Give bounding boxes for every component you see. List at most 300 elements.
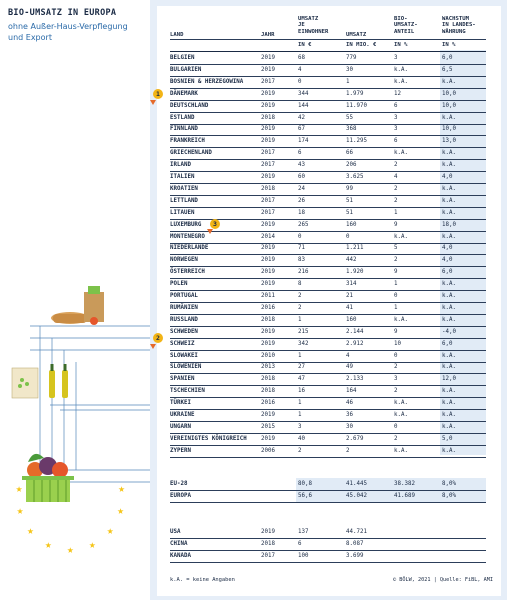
paper-bag-icon <box>84 286 104 325</box>
table-row <box>170 527 486 539</box>
cell-land: UNGARN <box>170 423 191 430</box>
cell-wachstum: k.A. <box>442 185 456 192</box>
col-header-bio <box>394 16 418 35</box>
cell-jahr: 2019 <box>261 257 275 264</box>
cell-wachstum: k.A. <box>442 364 456 371</box>
cell-land: SCHWEDEN <box>170 328 198 335</box>
col-header-umsatz-je <box>298 16 328 35</box>
cell-umsatz: 41 <box>346 304 353 311</box>
table-row <box>170 113 486 125</box>
cell-wachstum: 4,0 <box>442 257 453 264</box>
cell-umsatz-je: 27 <box>298 364 305 371</box>
cell-bio: 2 <box>394 388 398 395</box>
cell-umsatz-je: 43 <box>298 162 305 169</box>
table-row <box>170 315 486 327</box>
cell-jahr: 2018 <box>261 541 275 547</box>
eu-star-icon: ★ <box>27 524 34 538</box>
cell-bio: 6 <box>394 138 398 145</box>
cell-umsatz: 1 <box>346 78 350 85</box>
cell-jahr: 2010 <box>261 352 275 359</box>
cell-umsatz: 44.721 <box>346 529 367 535</box>
cell-umsatz-je: 2 <box>298 293 302 299</box>
cell-umsatz-je: 3 <box>298 423 302 430</box>
cell-wachstum: -4,0 <box>442 328 456 335</box>
unit-wachstum: IN % <box>442 42 456 48</box>
table-row <box>170 196 486 208</box>
cell-land: DÄNEMARK <box>170 90 198 97</box>
cell-umsatz: 11.295 <box>346 138 367 145</box>
cell-jahr: 2006 <box>261 447 275 454</box>
cell-jahr: 2019 <box>261 328 275 335</box>
cell-umsatz-je: 83 <box>298 257 305 264</box>
unit-bio: IN % <box>394 42 408 48</box>
cell-jahr: 2017 <box>261 150 275 157</box>
cell-wachstum: 6,5 <box>442 66 453 73</box>
cell-wachstum: k.A. <box>442 281 456 288</box>
table-row <box>170 160 486 172</box>
table-row <box>170 434 486 446</box>
cell-umsatz: 0 <box>346 233 350 240</box>
cell-land: KANADA <box>170 553 191 559</box>
cell-wachstum: k.A. <box>442 78 456 85</box>
cell-bio: 2 <box>394 197 398 204</box>
badge-3-ribbon <box>207 229 213 234</box>
cell-jahr: 2019 <box>261 221 275 228</box>
unit-umsatz: IN MIO. € <box>346 42 377 48</box>
cell-umsatz-je: 60 <box>298 174 305 180</box>
cell-umsatz-je: 26 <box>298 197 305 204</box>
cell-umsatz: 3.625 <box>346 174 364 180</box>
table-row <box>170 303 486 315</box>
cell-wachstum: k.A. <box>442 150 456 157</box>
table-row <box>170 184 486 196</box>
cell-land: DEUTSCHLAND <box>170 102 209 109</box>
badge-1-ribbon <box>150 100 156 105</box>
subtitle-line-1: ohne Außer-Haus-Verpflegung <box>8 22 128 31</box>
cell-bio: 5 <box>394 245 398 252</box>
cell-jahr: 2019 <box>261 102 275 109</box>
cell-umsatz-je: 265 <box>298 221 309 228</box>
cell-umsatz-je: 2 <box>298 304 302 311</box>
cell-umsatz: 314 <box>346 281 357 288</box>
cell-land: SLOWAKEI <box>170 352 198 359</box>
cell-land: ITALIEN <box>170 174 195 180</box>
cell-umsatz: 66 <box>346 150 353 157</box>
col-header-wachstum-2: IN LANDES- <box>442 22 476 29</box>
cell-bio: 3 <box>394 55 398 61</box>
cell-wachstum: 4,0 <box>442 174 453 180</box>
cell-umsatz-je: 344 <box>298 90 309 97</box>
cell-jahr: 2019 <box>261 138 275 145</box>
cell-umsatz-je: 137 <box>298 529 309 535</box>
rank-badge-2: 2 <box>153 333 163 343</box>
col-header-bio-2: UMSATZ- <box>394 22 418 29</box>
cell-jahr: 2019 <box>261 412 275 418</box>
cell-umsatz-je: 100 <box>298 553 309 559</box>
cell-umsatz: 2.144 <box>346 328 364 335</box>
cell-bio: 1 <box>394 281 398 288</box>
cereal-box-icon <box>12 368 38 398</box>
cell-bio: 2 <box>394 364 398 371</box>
cell-wachstum: 6,0 <box>442 340 453 347</box>
table-row <box>170 89 486 101</box>
cell-umsatz-je: 0 <box>298 233 302 240</box>
cell-bio: 1 <box>394 304 398 311</box>
cell-umsatz: 51 <box>346 197 353 204</box>
cell-land: PORTUGAL <box>170 293 198 299</box>
table-row <box>170 539 486 551</box>
cell-land: ZYPERN <box>170 447 191 454</box>
cell-land: SCHWEIZ <box>170 340 195 347</box>
cell-umsatz-je: 215 <box>298 328 309 335</box>
unit-umsatz-je: IN € <box>298 42 312 48</box>
cell-jahr: 2015 <box>261 423 275 430</box>
cell-bio: 10 <box>394 340 401 347</box>
cell-wachstum: k.A. <box>442 447 456 454</box>
cell-umsatz: 45.042 <box>346 493 367 499</box>
eu-star-icon: ★ <box>88 538 96 552</box>
eu-star-icon: ★ <box>15 481 23 495</box>
cell-umsatz-je: 2 <box>298 447 302 454</box>
cell-umsatz: 41.445 <box>346 481 367 487</box>
rank-badge-3: 3 <box>210 219 220 229</box>
cell-umsatz-je: 174 <box>298 138 309 145</box>
cell-land: TÜRKEI <box>170 400 191 407</box>
cell-jahr: 2019 <box>261 245 275 252</box>
cell-wachstum: k.A. <box>442 293 456 299</box>
cell-umsatz-je: 216 <box>298 269 309 276</box>
col-header-land: LAND <box>170 32 184 38</box>
cell-jahr: 2019 <box>261 435 275 442</box>
cell-umsatz-je: 1 <box>298 316 302 323</box>
cell-bio: 2 <box>394 185 398 192</box>
cell-land: IRLAND <box>170 162 191 169</box>
cell-jahr: 2018 <box>261 376 275 383</box>
cell-wachstum: 18,0 <box>442 221 456 228</box>
cell-land: KROATIEN <box>170 185 198 192</box>
cell-jahr: 2019 <box>261 529 275 535</box>
cell-bio: 9 <box>394 328 398 335</box>
cell-jahr: 2019 <box>261 55 275 61</box>
cell-jahr: 2019 <box>261 66 275 73</box>
cell-umsatz-je: 4 <box>298 66 302 73</box>
table-row <box>170 124 486 136</box>
cell-wachstum: k.A. <box>442 114 456 121</box>
cell-land: SPANIEN <box>170 376 195 383</box>
cell-bio: 3 <box>394 114 398 121</box>
cell-bio: k.A. <box>394 150 408 157</box>
cell-umsatz: 51 <box>346 209 353 216</box>
cell-umsatz: 30 <box>346 66 353 73</box>
cell-wachstum: 5,0 <box>442 435 453 442</box>
col-header-umsatz-je-3: EINWOHNER <box>298 28 329 35</box>
cell-umsatz: 2.679 <box>346 435 364 442</box>
table-row <box>170 410 486 422</box>
cell-land: USA <box>170 529 181 535</box>
table-row <box>170 53 486 65</box>
cell-umsatz-je: 18 <box>298 209 305 216</box>
table-row <box>170 446 486 458</box>
cell-land: POLEN <box>170 281 188 288</box>
cell-umsatz-je: 6 <box>298 541 302 547</box>
cell-jahr: 2014 <box>261 233 275 240</box>
cell-bio: 0 <box>394 423 398 430</box>
cell-bio: 2 <box>394 435 398 442</box>
table-row <box>170 101 486 113</box>
cell-umsatz: 1.979 <box>346 90 364 97</box>
col-header-bio-3: ANTEIL <box>394 28 415 35</box>
table-row <box>170 267 486 279</box>
table-row <box>170 551 486 563</box>
table-row <box>170 243 486 255</box>
source-note: © BÖLW, 2021 | Quelle: FiBL, AMI <box>393 577 493 583</box>
cell-umsatz-je: 8 <box>298 281 302 288</box>
cell-wachstum: k.A. <box>442 233 456 240</box>
subtitle-line-2: und Export <box>8 33 52 42</box>
rank-badge-1: 1 <box>153 89 163 99</box>
col-header-umsatz-je-1: UMSATZ <box>298 16 319 22</box>
table-row <box>170 232 486 244</box>
cell-umsatz-je: 24 <box>298 185 305 192</box>
cell-wachstum: k.A. <box>442 316 456 323</box>
cell-umsatz: 4 <box>346 352 350 359</box>
cell-bio: 38.382 <box>394 481 415 487</box>
badge-2-ribbon <box>150 344 156 349</box>
cell-bio: 3 <box>394 376 398 383</box>
cell-bio: 4 <box>394 174 398 180</box>
eu-star-icon: ★ <box>117 504 124 518</box>
table-row <box>170 136 486 148</box>
cell-umsatz: 1.211 <box>346 245 364 252</box>
col-header-bio-1: BIO- <box>394 16 408 22</box>
col-header-wachstum-3: WÄHRUNG <box>442 28 466 35</box>
cell-bio: k.A. <box>394 447 408 454</box>
table-row <box>170 172 486 184</box>
cell-jahr: 2018 <box>261 388 275 395</box>
cell-jahr: 2018 <box>261 316 275 323</box>
table-row <box>170 339 486 351</box>
cell-wachstum: k.A. <box>442 209 456 216</box>
cell-land: SLOWENIEN <box>170 364 202 371</box>
cell-wachstum: k.A. <box>442 400 456 407</box>
cell-land: RUMÄNIEN <box>170 304 198 311</box>
cell-bio: 9 <box>394 269 398 276</box>
cell-land: TSCHECHIEN <box>170 388 205 395</box>
cell-umsatz-je: 56,6 <box>298 493 312 499</box>
cell-jahr: 2018 <box>261 114 275 121</box>
cell-umsatz: 368 <box>346 126 357 133</box>
cell-umsatz: 3.699 <box>346 553 364 559</box>
footnote: k.A. = keine Angaben <box>170 577 235 583</box>
table-row <box>170 208 486 220</box>
cell-umsatz: 99 <box>346 185 353 192</box>
table-row <box>170 255 486 267</box>
cell-wachstum: 8,0% <box>442 481 456 487</box>
cell-umsatz: 46 <box>346 400 353 407</box>
cell-jahr: 2017 <box>261 209 275 216</box>
cell-bio: k.A. <box>394 412 408 418</box>
cell-jahr: 2017 <box>261 78 275 85</box>
cell-umsatz-je: 40 <box>298 435 305 442</box>
cell-land: ESTLAND <box>170 114 195 121</box>
page-title: BIO-UMSATZ IN EUROPA <box>8 8 117 18</box>
cell-land: RUSSLAND <box>170 316 198 323</box>
cell-umsatz: 206 <box>346 162 357 169</box>
cell-umsatz-je: 68 <box>298 55 305 61</box>
cell-jahr: 2011 <box>261 293 275 299</box>
table-row <box>170 386 486 398</box>
cell-wachstum: 6,0 <box>442 55 453 61</box>
cell-land: EU-28 <box>170 481 188 487</box>
cell-jahr: 2016 <box>261 304 275 311</box>
cell-wachstum: k.A. <box>442 423 456 430</box>
cell-land: BELGIEN <box>170 55 195 61</box>
cell-bio: k.A. <box>394 400 408 407</box>
eu-star-icon: ★ <box>16 504 24 518</box>
cell-bio: 9 <box>394 221 398 228</box>
cell-jahr: 2019 <box>261 174 275 180</box>
cell-umsatz-je: 47 <box>298 376 305 383</box>
cell-wachstum: 10,0 <box>442 102 456 109</box>
table-row <box>170 422 486 434</box>
cell-bio: 0 <box>394 352 398 359</box>
cell-land: FINNLAND <box>170 126 198 133</box>
cell-bio: 0 <box>394 293 398 299</box>
cell-umsatz: 2.133 <box>346 376 364 383</box>
cell-umsatz-je: 42 <box>298 114 305 121</box>
cell-land: FRANKREICH <box>170 138 205 145</box>
eu-star-icon: ★ <box>45 538 52 552</box>
cell-wachstum: 12,0 <box>442 376 456 383</box>
cell-land: NIEDERLANDE <box>170 245 209 252</box>
cell-bio: k.A. <box>394 316 408 323</box>
cell-wachstum: k.A. <box>442 197 456 204</box>
eu-star-icon: ★ <box>106 524 114 538</box>
cell-bio: 12 <box>394 90 401 97</box>
cell-bio: 6 <box>394 102 398 109</box>
cell-umsatz: 30 <box>346 423 353 430</box>
cell-umsatz-je: 1 <box>298 352 302 359</box>
table-row <box>170 491 486 503</box>
cell-wachstum: 13,0 <box>442 138 456 145</box>
cell-umsatz: 779 <box>346 55 357 61</box>
col-header-umsatz: UMSATZ <box>346 32 367 38</box>
cell-bio: 2 <box>394 162 398 169</box>
table-row <box>170 374 486 386</box>
col-header-umsatz-je-2: JE <box>298 22 305 29</box>
cell-bio: k.A. <box>394 78 408 85</box>
cell-land: VEREINIGTES KÖNIGREICH <box>170 435 247 442</box>
cell-wachstum: k.A. <box>442 304 456 311</box>
cell-jahr: 2017 <box>261 197 275 204</box>
cell-wachstum: k.A. <box>442 412 456 418</box>
cell-wachstum: k.A. <box>442 162 456 169</box>
cell-wachstum: 10,0 <box>442 90 456 97</box>
cell-umsatz: 8.087 <box>346 541 364 547</box>
eu-star-icon: ★ <box>118 481 125 495</box>
oil-bottles-icon <box>49 364 68 398</box>
bread-icon <box>51 312 89 324</box>
cell-land: BULGARIEN <box>170 66 202 73</box>
table-row <box>170 327 486 339</box>
cell-wachstum: k.A. <box>442 352 456 359</box>
cell-land: LITAUEN <box>170 209 195 216</box>
cell-land: BOSNIEN & HERZEGOWINA <box>170 78 244 85</box>
cell-wachstum: 4,0 <box>442 245 453 252</box>
cell-land: NORWEGEN <box>170 257 198 264</box>
cell-umsatz: 164 <box>346 388 357 395</box>
eu-star-icon: ★ <box>67 543 74 556</box>
cell-bio: k.A. <box>394 233 408 240</box>
table-row <box>170 77 486 89</box>
cell-umsatz: 2.912 <box>346 340 364 347</box>
cell-jahr: 2019 <box>261 90 275 97</box>
cell-wachstum: k.A. <box>442 388 456 395</box>
cell-umsatz-je: 144 <box>298 102 309 109</box>
cell-umsatz: 55 <box>346 114 353 121</box>
table-row <box>170 362 486 374</box>
cell-jahr: 2019 <box>261 126 275 133</box>
cell-jahr: 2017 <box>261 553 275 559</box>
cell-land: GRIECHENLAND <box>170 150 212 157</box>
cell-jahr: 2018 <box>261 185 275 192</box>
cell-umsatz: 21 <box>346 293 353 299</box>
cell-jahr: 2013 <box>261 364 275 371</box>
cell-wachstum: 10,0 <box>442 126 456 133</box>
cell-umsatz-je: 71 <box>298 245 305 252</box>
cell-umsatz-je: 80,8 <box>298 481 312 487</box>
table-row <box>170 398 486 410</box>
cell-land: UKRAINE <box>170 412 195 418</box>
cell-jahr: 2017 <box>261 162 275 169</box>
cell-wachstum: 6,0 <box>442 269 453 276</box>
cell-land: LETTLAND <box>170 197 198 204</box>
table-row <box>170 279 486 291</box>
cell-jahr: 2019 <box>261 340 275 347</box>
col-header-wachstum <box>442 16 476 35</box>
col-header-wachstum-1: WACHSTUM <box>442 16 469 22</box>
cell-umsatz: 36 <box>346 412 353 418</box>
cell-umsatz-je: 6 <box>298 150 302 157</box>
cell-land: CHINA <box>170 541 188 547</box>
cell-bio: 2 <box>394 257 398 264</box>
cell-jahr: 2016 <box>261 400 275 407</box>
col-header-jahr: JAHR <box>261 32 275 38</box>
table-row <box>170 148 486 160</box>
cell-umsatz: 160 <box>346 316 357 323</box>
cell-bio: 1 <box>394 209 398 216</box>
cell-bio: 41.689 <box>394 493 415 499</box>
cell-land: LUXEMBURG <box>170 221 202 228</box>
cell-umsatz-je: 1 <box>298 412 302 418</box>
table-row <box>170 65 486 77</box>
cell-umsatz: 2 <box>346 447 350 454</box>
cell-bio: 3 <box>394 126 398 133</box>
cell-jahr: 2019 <box>261 269 275 276</box>
cell-umsatz-je: 67 <box>298 126 305 133</box>
cell-umsatz: 11.970 <box>346 102 367 109</box>
cell-umsatz: 49 <box>346 364 353 371</box>
cell-umsatz-je: 16 <box>298 388 305 395</box>
cell-bio: k.A. <box>394 66 408 73</box>
cell-umsatz-je: 342 <box>298 340 309 347</box>
cell-umsatz-je: 1 <box>298 400 302 407</box>
cell-umsatz: 1.920 <box>346 269 364 276</box>
cell-jahr: 2019 <box>261 281 275 288</box>
table-row <box>170 351 486 363</box>
cell-umsatz-je: 0 <box>298 78 302 85</box>
cell-umsatz: 442 <box>346 257 357 264</box>
